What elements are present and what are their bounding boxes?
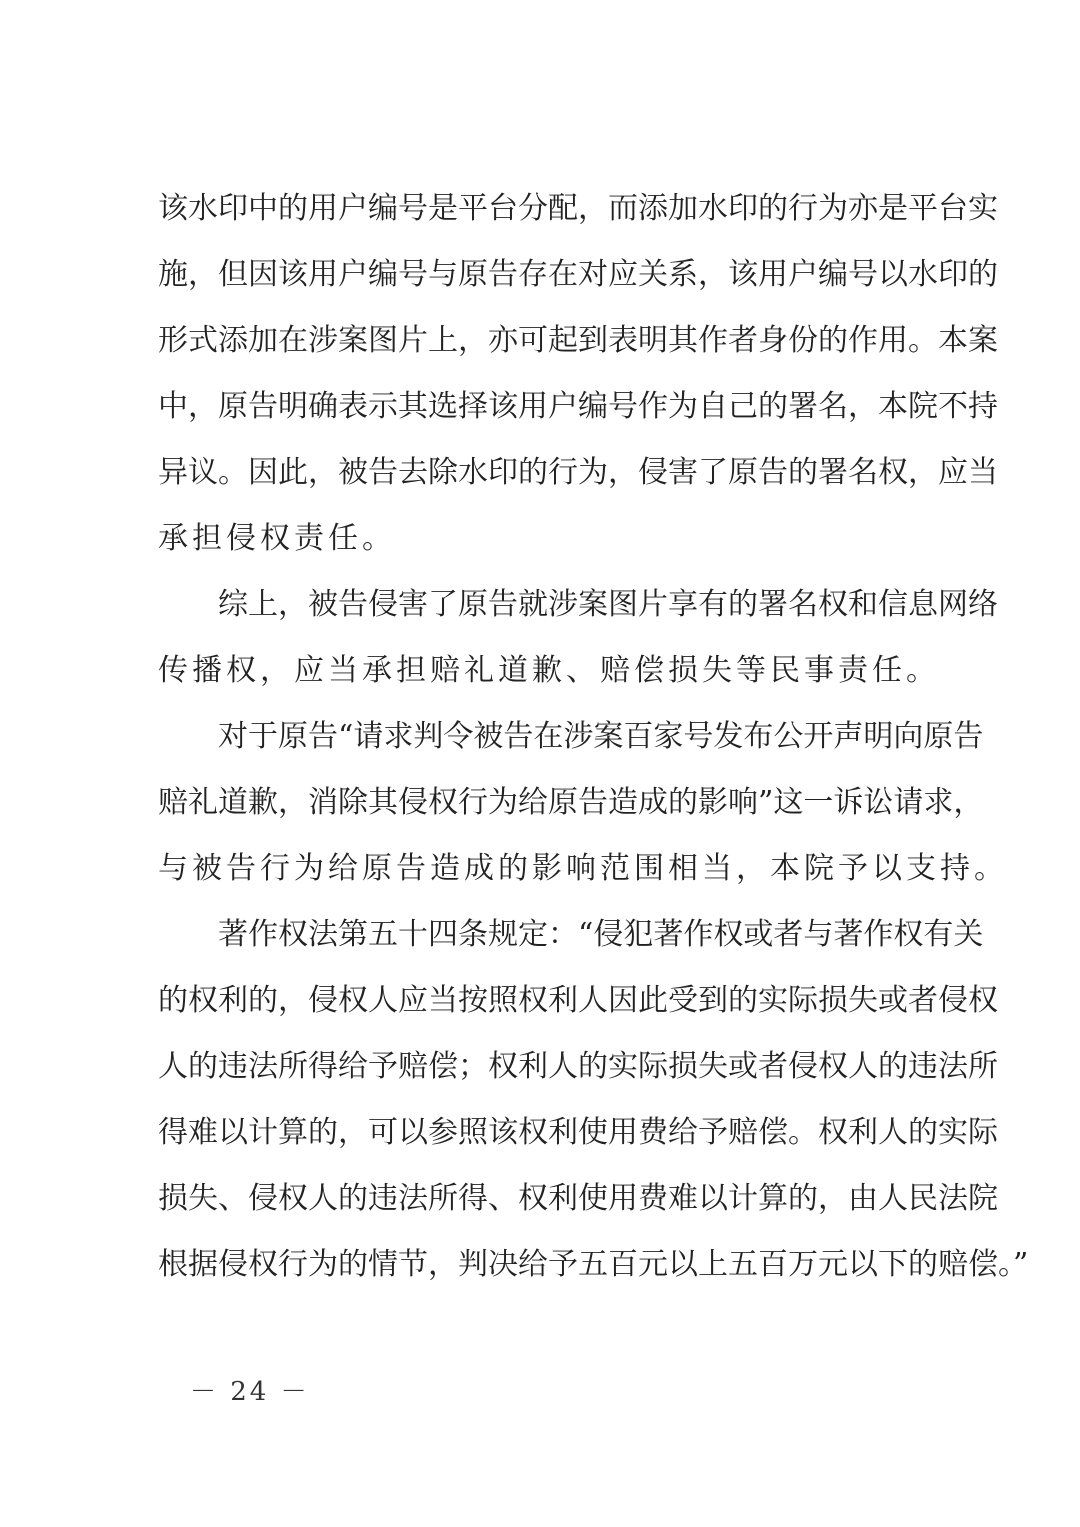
text-line: 该水印中的用户编号是平台分配，而添加水印的行为亦是平台实 [158, 191, 998, 226]
text-line: 得难以计算的，可以参照该权利使用费给予赔偿。权利人的实际 [158, 1115, 998, 1150]
text-line: 著作权法第五十四条规定：“侵犯著作权或者与著作权有关 [158, 917, 984, 952]
text-line: 承担侵权责任。 [158, 521, 396, 556]
text-line: 综上，被告侵害了原告就涉案图片享有的署名权和信息网络 [158, 587, 998, 622]
text-line: 与被告行为给原告造成的影响范围相当，本院予以支持。 [158, 851, 1008, 886]
text-line: 形式添加在涉案图片上，亦可起到表明其作者身份的作用。本案 [158, 323, 998, 358]
text-line: 中，原告明确表示其选择该用户编号作为自己的署名，本院不持 [158, 389, 998, 424]
text-line: 赔礼道歉，消除其侵权行为给原告造成的影响”这一诉讼请求， [158, 785, 984, 820]
text-line: 人的违法所得给予赔偿；权利人的实际损失或者侵权人的违法所 [158, 1049, 998, 1084]
text-line: 异议。因此，被告去除水印的行为，侵害了原告的署名权，应当 [158, 455, 998, 490]
text-line: 根据侵权行为的情节，判决给予五百元以上五百万元以下的赔偿。” [158, 1247, 1029, 1282]
text-line: 的权利的，侵权人应当按照权利人因此受到的实际损失或者侵权 [158, 983, 998, 1018]
text-line: 损失、侵权人的违法所得、权利使用费难以计算的，由人民法院 [158, 1181, 998, 1216]
document-body [158, 176, 1029, 1298]
text-line: 对于原告“请求判令被告在涉案百家号发布公开声明向原告 [158, 719, 984, 754]
text-line: 施，但因该用户编号与原告存在对应关系，该用户编号以水印的 [158, 257, 998, 292]
text-line: 传播权，应当承担赔礼道歉、赔偿损失等民事责任。 [158, 653, 940, 688]
page-number: － 24 － [190, 1377, 310, 1407]
